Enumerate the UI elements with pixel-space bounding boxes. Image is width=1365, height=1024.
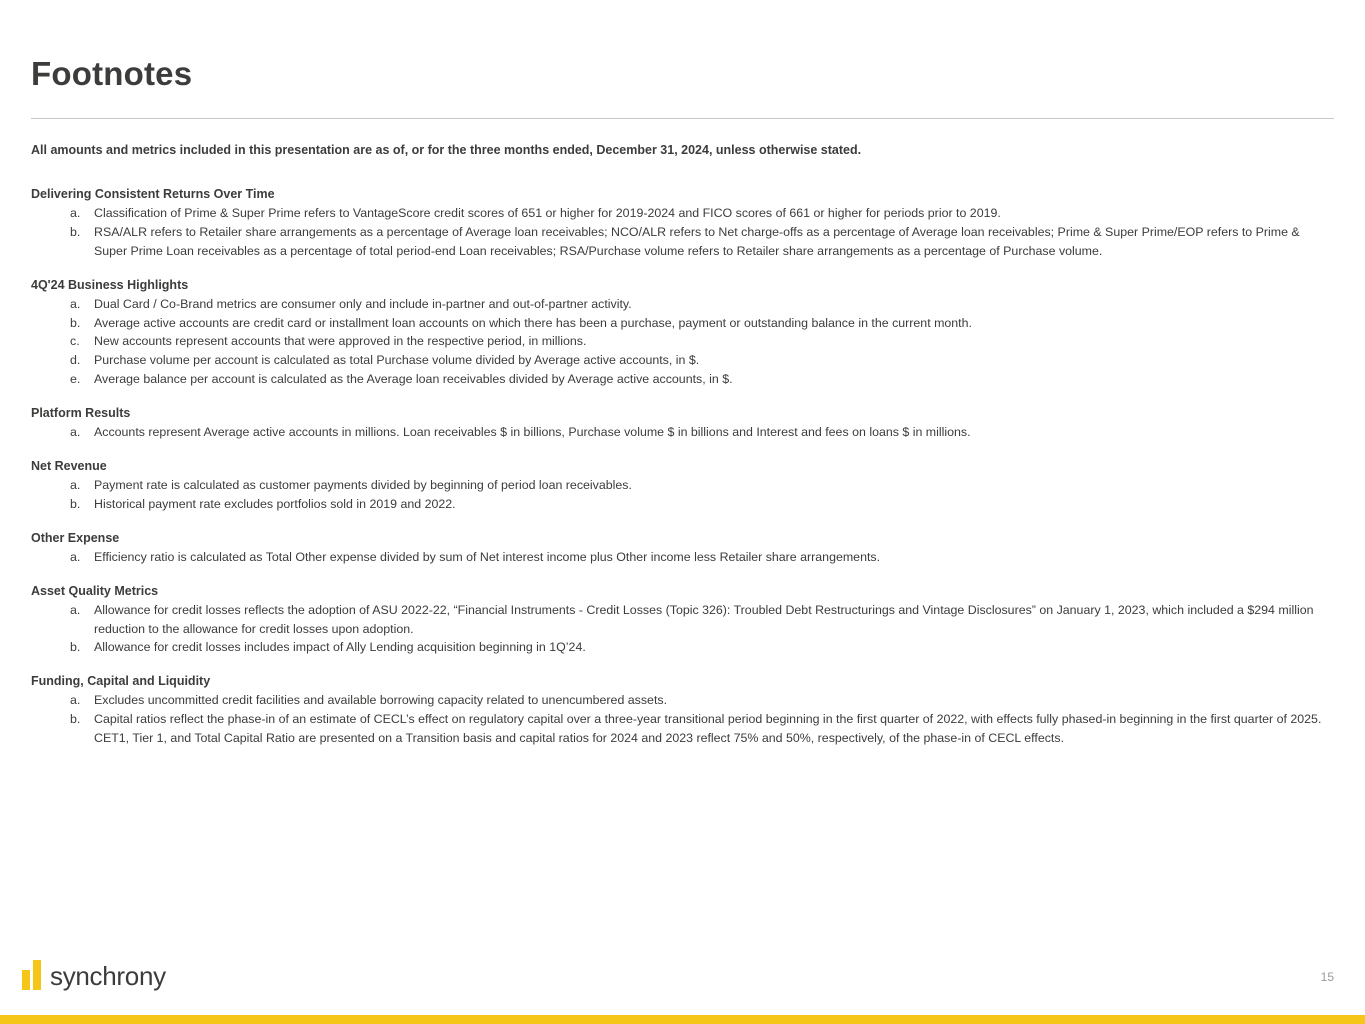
footnote-marker: a. [70,477,81,492]
title-divider [31,118,1334,119]
footnote-marker: b. [70,496,81,511]
footnote-item [31,710,1331,748]
footnote-marker: b. [70,640,81,655]
footnote-item [31,638,1331,657]
footnote-marker: d. [70,353,81,368]
footnote-text: Efficiency ratio is calculated as Total Other expense divided by sum of Net interest income plus Other income less Retailer share arrangements. [94,549,881,564]
footnote-item [31,476,1331,495]
footnote-section [31,582,1331,658]
footnote-item [31,351,1331,370]
footnote-text: Average balance per account is calculated as the Average loan receivables divided by Average active accounts, in $. [94,372,733,387]
footnote-item [31,314,1331,333]
logo-mark-icon [22,960,41,990]
footnote-list [31,423,1331,442]
footnote-text: Allowance for credit losses reflects the adoption of ASU 2022-22, “Financial Instruments - Credit Losses (Topic 326): Troubled Debt Restructurings and Vintage Disclosures” on January 1, 2023, which included a $294 million reduction to the allowance for credit losses upon adoption. [94,602,1314,636]
footnote-section [31,529,1331,567]
footnote-text: Historical payment rate excludes portfolios sold in 2019 and 2022. [94,496,456,511]
footnote-item [31,601,1331,639]
footnote-item [31,691,1331,710]
footnote-text: Classification of Prime & Super Prime refers to VantageScore credit scores of 651 or higher for 2019-2024 and FICO scores of 661 or higher for periods prior to 2019. [94,206,1001,220]
footnote-text: New accounts represent accounts that were approved in the respective period, in millions. [94,334,587,349]
footnote-item [31,423,1331,442]
footnote-list [31,204,1331,261]
footnote-list [31,476,1331,514]
footnote-list [31,548,1331,567]
footnote-item [31,295,1331,314]
footnote-text: Excludes uncommitted credit facilities and available borrowing capacity related to unencumbered assets. [94,693,668,708]
footnote-item [31,223,1331,261]
footer-accent-bar [0,1015,1365,1024]
footnote-section [31,457,1331,514]
logo-wordmark: synchrony [50,961,166,991]
footnote-text: Accounts represent Average active accounts in millions. Loan receivables $ in billions, Purchase volume $ in billions and Interest and fees on loans $ in millions. [94,425,971,439]
footnote-marker: a. [70,206,81,220]
page-number: 15 [1320,970,1334,984]
footnote-marker: a. [70,549,81,564]
footnote-text: Dual Card / Co-Brand metrics are consumer only and include in-partner and out-of-partner activity. [94,296,632,311]
footnote-text: Capital ratios reflect the phase-in of an estimate of CECL’s effect on regulatory capital over a three-year transitional period beginning in the first quarter of 2022, with effects fully phased-in beginning in the first quarter of 2025. CET1, Tier 1, and Total Capital Ratio are presented on a Transition basis and capital ratios for 2024 and 2023 reflect 75% and 50%, respectively, of the phase-in of CECL effects. [94,712,1322,746]
footnote-item [31,332,1331,351]
footnote-marker: b. [70,712,81,727]
section-heading: 4Q'24 Business Highlights [31,277,189,292]
footnote-section [31,185,1331,261]
section-heading: Funding, Capital and Liquidity [31,674,211,689]
footnote-sections [31,185,1331,748]
section-heading: Other Expense [31,530,120,545]
page-title: Footnotes [31,55,193,92]
footnote-marker: a. [70,425,81,439]
footnotes-content [31,142,1331,763]
footnote-item [31,548,1331,567]
footnote-marker: b. [70,315,81,330]
footnote-section [31,672,1331,748]
footnote-marker: e. [70,372,81,387]
footnote-section [31,404,1331,442]
footnote-text: Purchase volume per account is calculated as total Purchase volume divided by Average active accounts, in $. [94,353,700,368]
footnote-item [31,204,1331,223]
footnote-text: RSA/ALR refers to Retailer share arrangements as a percentage of Average loan receivables; NCO/ALR refers to Net charge-offs as a percentage of Average loan receivables; Prime & Super Prime/EOP refers to Prime & Super Prime Loan receivables as a percentage of total period-end Loan receivables; RSA/Purchase volume refers to Retailer share arrangements as a percentage of Purchase volume. [94,224,1300,258]
footnote-marker: a. [70,693,81,708]
footnote-marker: b. [70,224,81,239]
section-heading: Platform Results [31,405,131,420]
section-heading: Net Revenue [31,458,107,473]
footnote-list [31,295,1331,389]
footnote-marker: c. [70,334,80,349]
synchrony-logo [22,960,166,990]
footnote-text: Allowance for credit losses includes impact of Ally Lending acquisition beginning in 1Q’24. [94,640,586,655]
section-heading: Asset Quality Metrics [31,583,159,598]
footnote-text: Average active accounts are credit card or installment loan accounts on which there has been a purchase, payment or outstanding balance in the current month. [94,315,972,330]
footnote-item [31,495,1331,514]
footnote-marker: a. [70,602,81,617]
section-heading: Delivering Consistent Returns Over Time [31,186,275,201]
footnote-item [31,370,1331,389]
footnote-list [31,691,1331,748]
footnote-section [31,276,1331,389]
intro-statement: All amounts and metrics included in this presentation are as of, or for the three months ended, December 31, 2024, unless otherwise stated. [31,143,862,157]
footnote-list [31,601,1331,658]
footnote-marker: a. [70,296,81,311]
footnote-text: Payment rate is calculated as customer payments divided by beginning of period loan receivables. [94,477,632,492]
